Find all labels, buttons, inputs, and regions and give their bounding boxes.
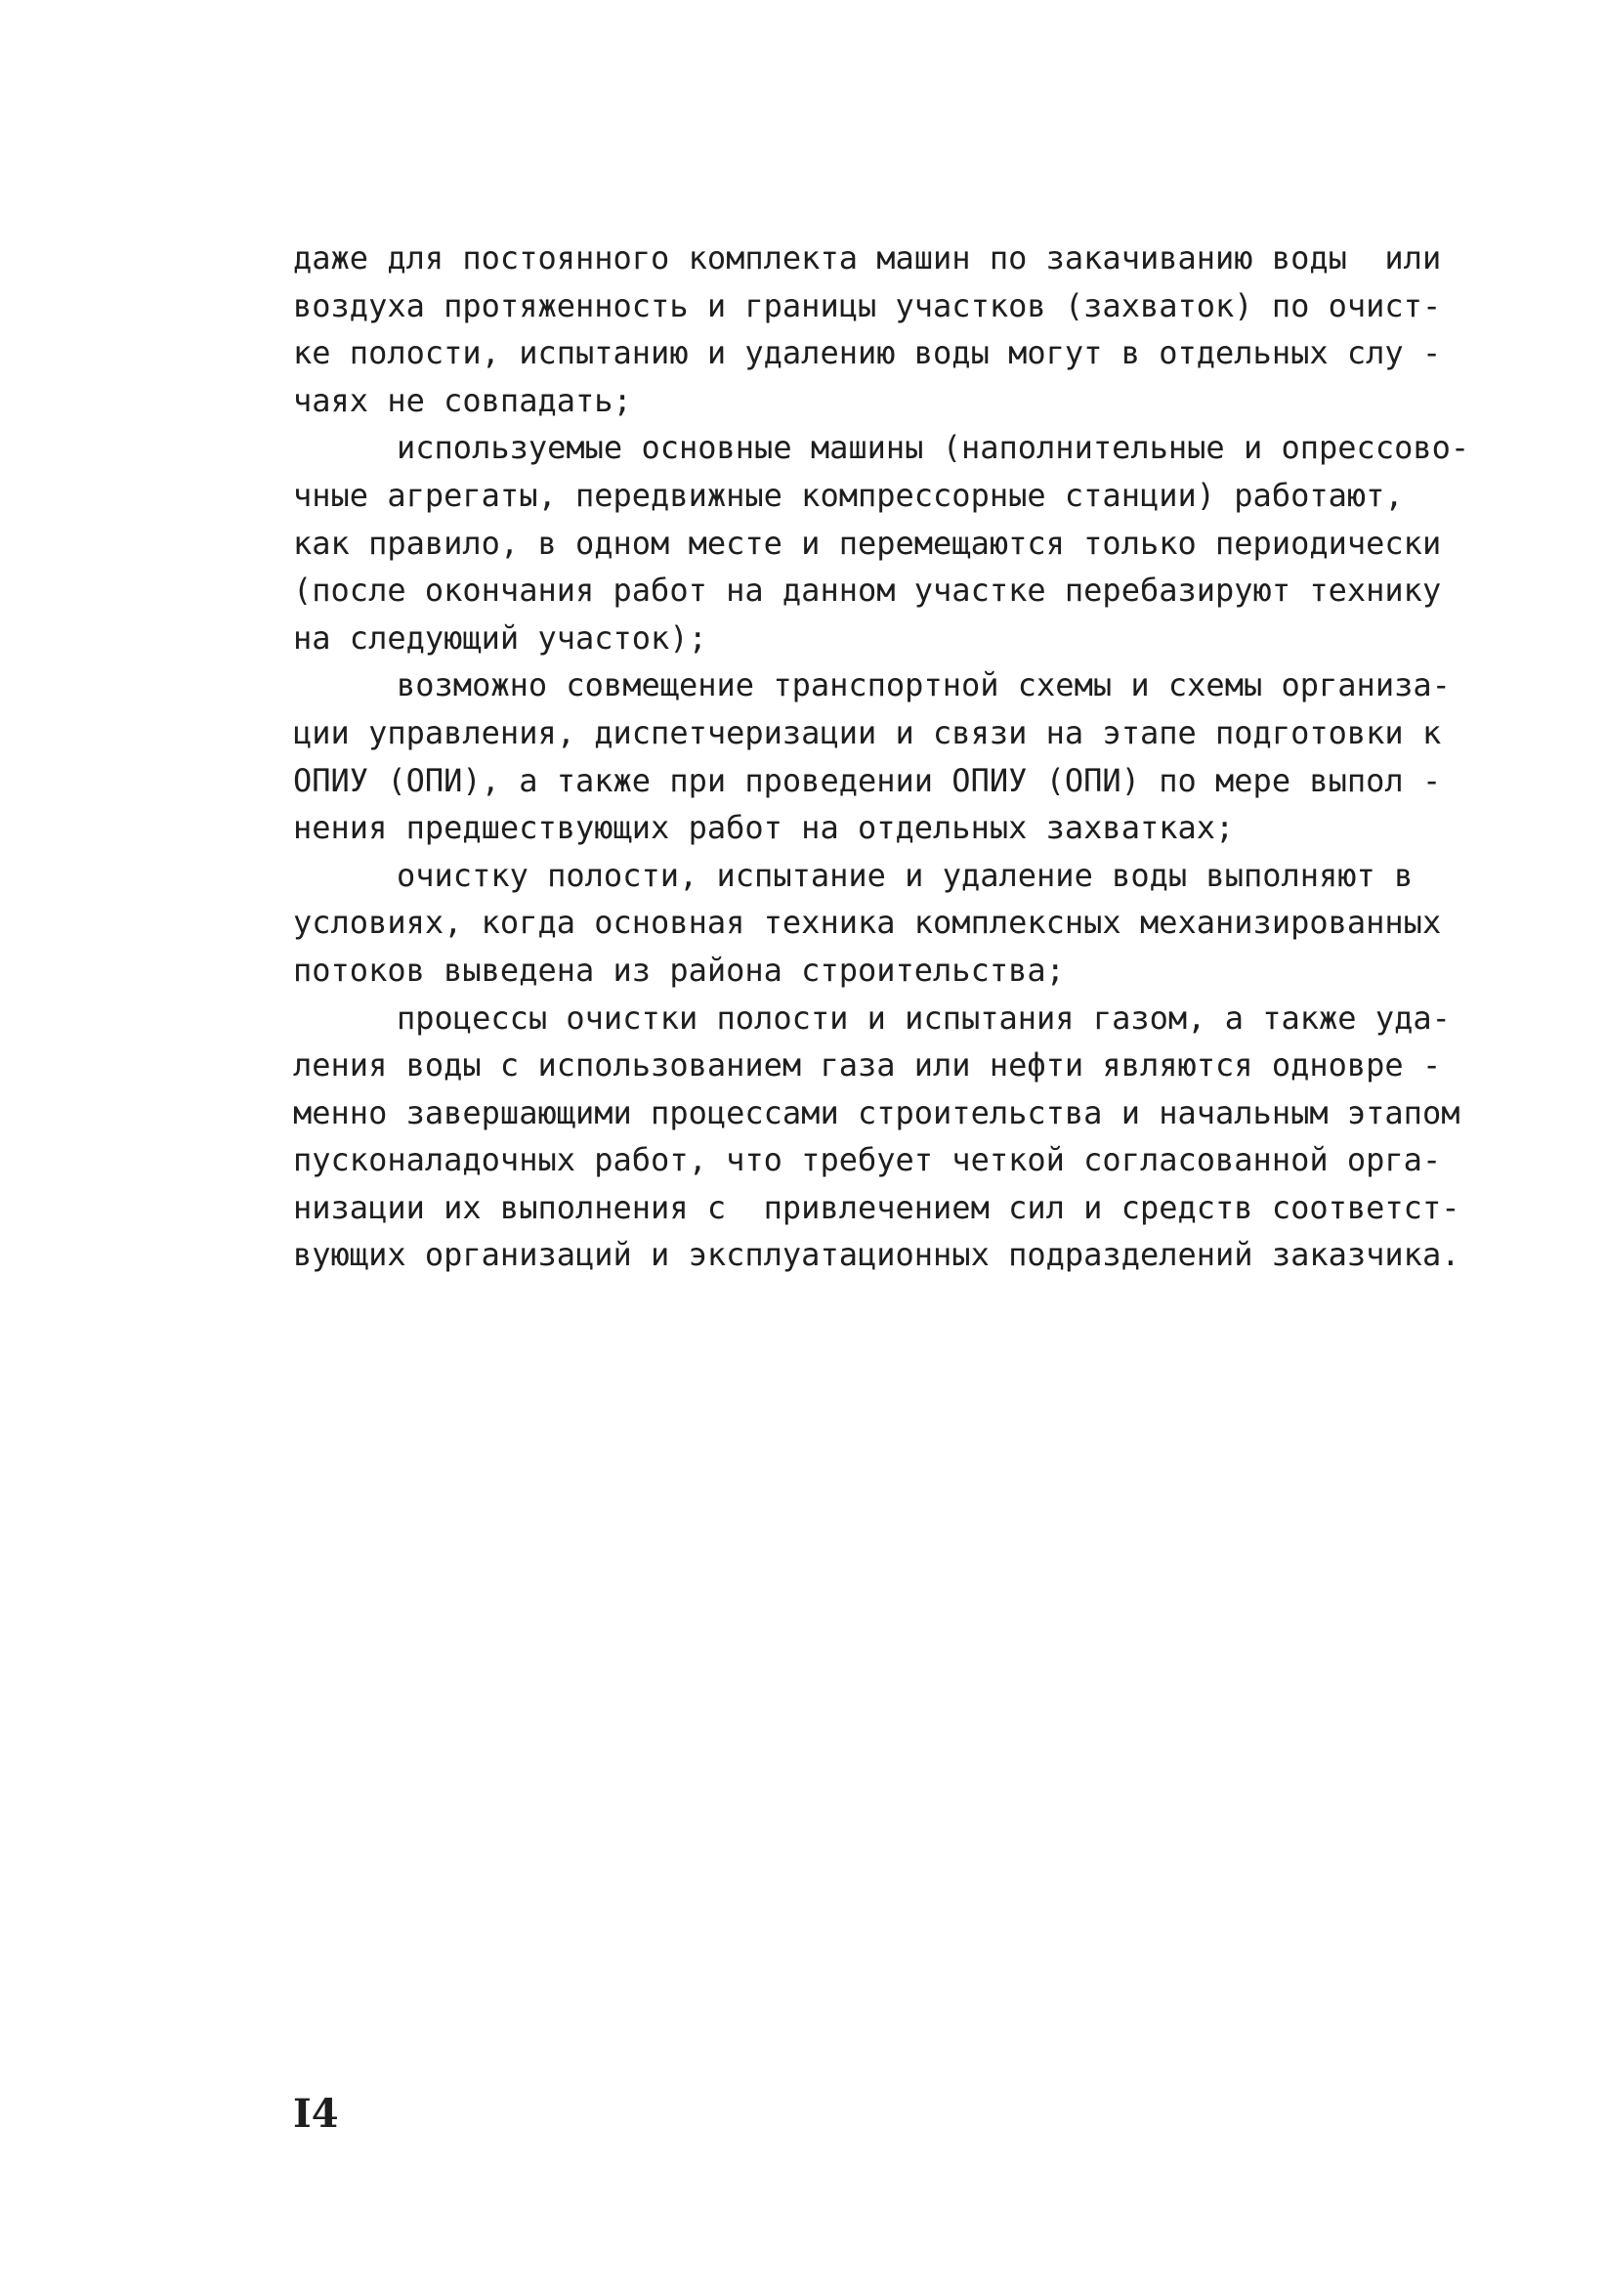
text-line: чаях не совпадать; bbox=[293, 381, 632, 419]
paragraph-first-line: возможно совмещение транспортной схемы и схемы организа- bbox=[397, 666, 1451, 704]
text-line: пусконаладочных работ, что требует четкой согласованной орга- bbox=[293, 1141, 1442, 1179]
text-line: на следующий участок); bbox=[293, 618, 707, 657]
text-line: вующих организаций и эксплуатационных подразделений заказчика. bbox=[293, 1236, 1460, 1274]
text-line: ОПИУ (ОПИ), а также при проведении ОПИУ (ОПИ) по мере выпол - bbox=[293, 761, 1442, 799]
text-line: как правило, в одном месте и перемещаются только периодически bbox=[293, 524, 1442, 562]
text-line: воздуха протяженность и границы участков (захваток) по очист- bbox=[293, 286, 1442, 324]
text-line: потоков выведена из района строительства; bbox=[293, 951, 1065, 989]
text-line: ке полости, испытанию и удалению воды могут в отдельных слу - bbox=[293, 334, 1442, 372]
text-line: условиях, когда основная техника комплексных механизированных bbox=[293, 904, 1442, 942]
body-text bbox=[293, 234, 1553, 1279]
text-line: ления воды с использованием газа или нефти являются одновре - bbox=[293, 1046, 1442, 1084]
text-line: ции управления, диспетчеризации и связи на этапе подготовки к bbox=[293, 713, 1442, 751]
paragraph-first-line: очистку полости, испытание и удаление воды выполняют в bbox=[397, 856, 1414, 894]
text-line: низации их выполнения с привлечением сил и средств соответст- bbox=[293, 1188, 1460, 1226]
paragraph-first-line: используемые основные машины (наполнительные и опрессово- bbox=[397, 429, 1470, 467]
text-line: нения предшествующих работ на отдельных захватках; bbox=[293, 809, 1235, 847]
text-line: чные агрегаты, передвижные компрессорные станции) работают, bbox=[293, 476, 1404, 514]
text-line: менно завершающими процессами строительства и начальным этапом bbox=[293, 1093, 1460, 1131]
page-number: I4 bbox=[293, 2091, 339, 2137]
paragraph-first-line: процессы очистки полости и испытания газом, а также уда- bbox=[397, 999, 1451, 1037]
text-line: даже для постоянного комплекта машин по закачиванию воды или bbox=[293, 239, 1442, 276]
text-line: (после окончания работ на данном участке перебазируют технику bbox=[293, 572, 1442, 610]
